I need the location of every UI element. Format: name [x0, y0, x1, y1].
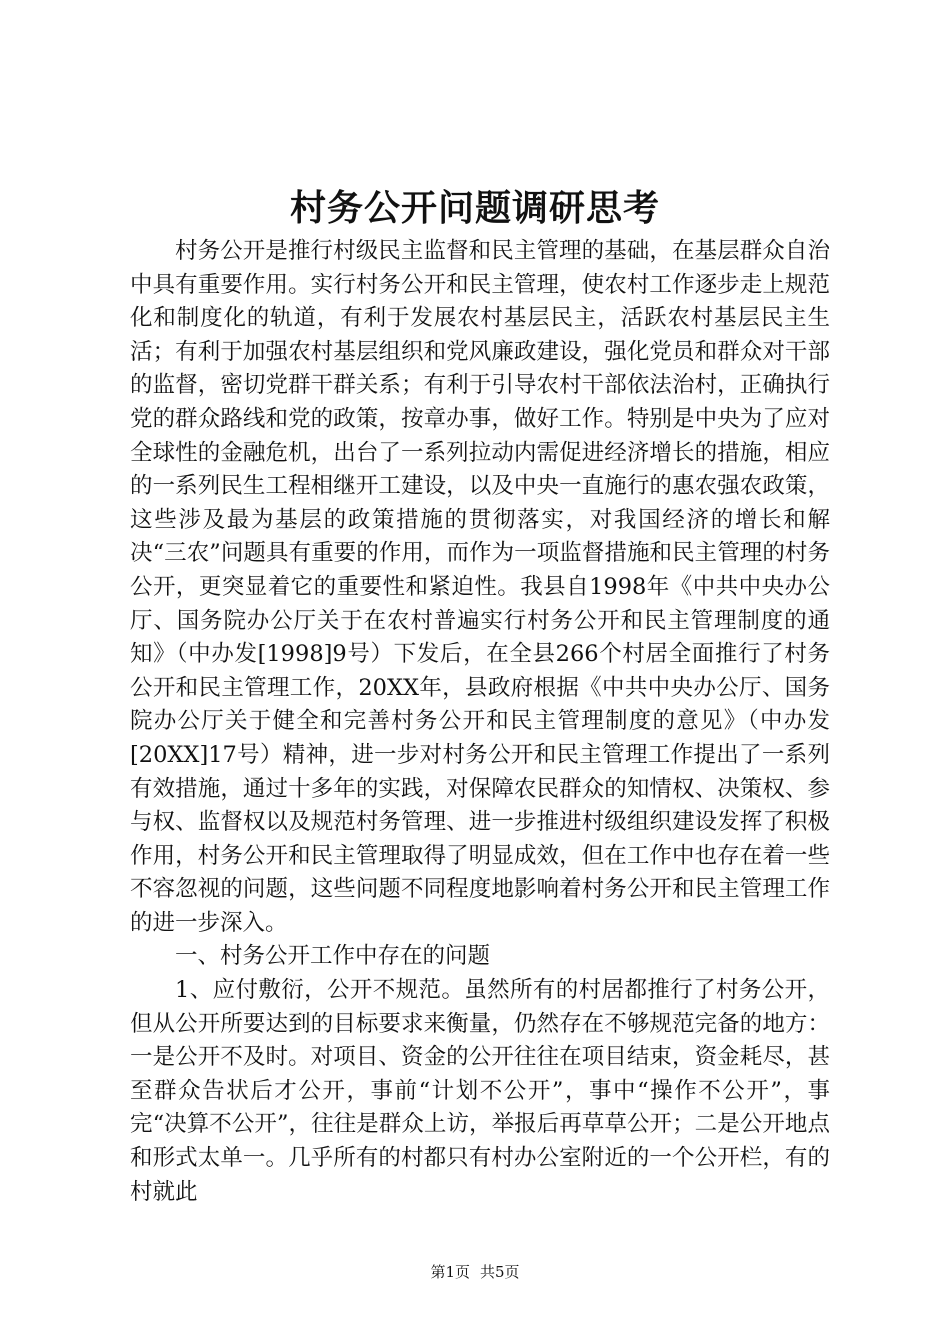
section-heading: 一、村务公开工作中存在的问题: [175, 943, 491, 970]
page-footer: [0, 1262, 950, 1282]
page-number: 第1页: [430, 1263, 470, 1281]
intro-paragraph: 村务公开是推行村级民主监督和民主管理的基础，在基层群众自治中具有重要作用。实行村务公开和民主管理，使农村工作逐步走上规范化和制度化的轨道，有利于发展农村基层民主，活跃农村基层民主生活；有利于加强农村基层组织和党风廉政建设，强化党员和群众对干部的监督，密切党群干群关系；有利于引导农村干部依法治村，正确执行党的群众路线和党的政策，按章办事，做好工作。特别是中央为了应对全球性的金融危机，出台了一系列拉动内需促进经济增长的措施，相应的一系列民生工程相继开工建设，以及中央一直施行的惠农强农政策，这些涉及最为基层的政策措施的贯彻落实，对我国经济的增长和解决“三农”问题具有重要的作用，而作为一项监督措施和民主管理的村务公开，更突显着它的重要性和紧迫性。我县自1998年《中共中央办公厅、国务院办公厅关于在农村普遍实行村务公开和民主管理制度的通知》（中办发[1998]9号）下发后，在全县266个村居全面推行了村务公开和民主管理工作，20XX年，县政府根据《中共中央办公厅、国务院办公厅关于健全和完善村务公开和民主管理制度的意见》（中办发[20XX]17号）精神，进一步对村务公开和民主管理工作提出了一系列有效措施，通过十多年的实践，对保障农民群众的知情权、决策权、参与权、监督权以及规范村务管理、进一步推进村级组织建设发挥了积极作用，村务公开和民主管理取得了明显成效，但在工作中也存在着一些不容忽视的问题，这些问题不同程度地影响着村务公开和民主管理工作的进一步深入。: [130, 238, 830, 936]
document-title: 村务公开问题调研思考: [289, 188, 660, 229]
document-body: [130, 235, 830, 1209]
page-total: 共5页: [480, 1263, 520, 1281]
section-paragraph: 1、应付敷衍，公开不规范。虽然所有的村居都推行了村务公开，但从公开所要达到的目标要求来衡量，仍然存在不够规范完备的地方：一是公开不及时。对项目、资金的公开往往在项目结束，资金耗尽，甚至群众告状后才公开，事前“计划不公开”，事中“操作不公开”，事完“决算不公开”，往往是群众上访，举报后再草草公开；二是公开地点和形式太单一。几乎所有的村都只有村办公室附近的一个公开栏，有的村就此: [130, 977, 830, 1205]
